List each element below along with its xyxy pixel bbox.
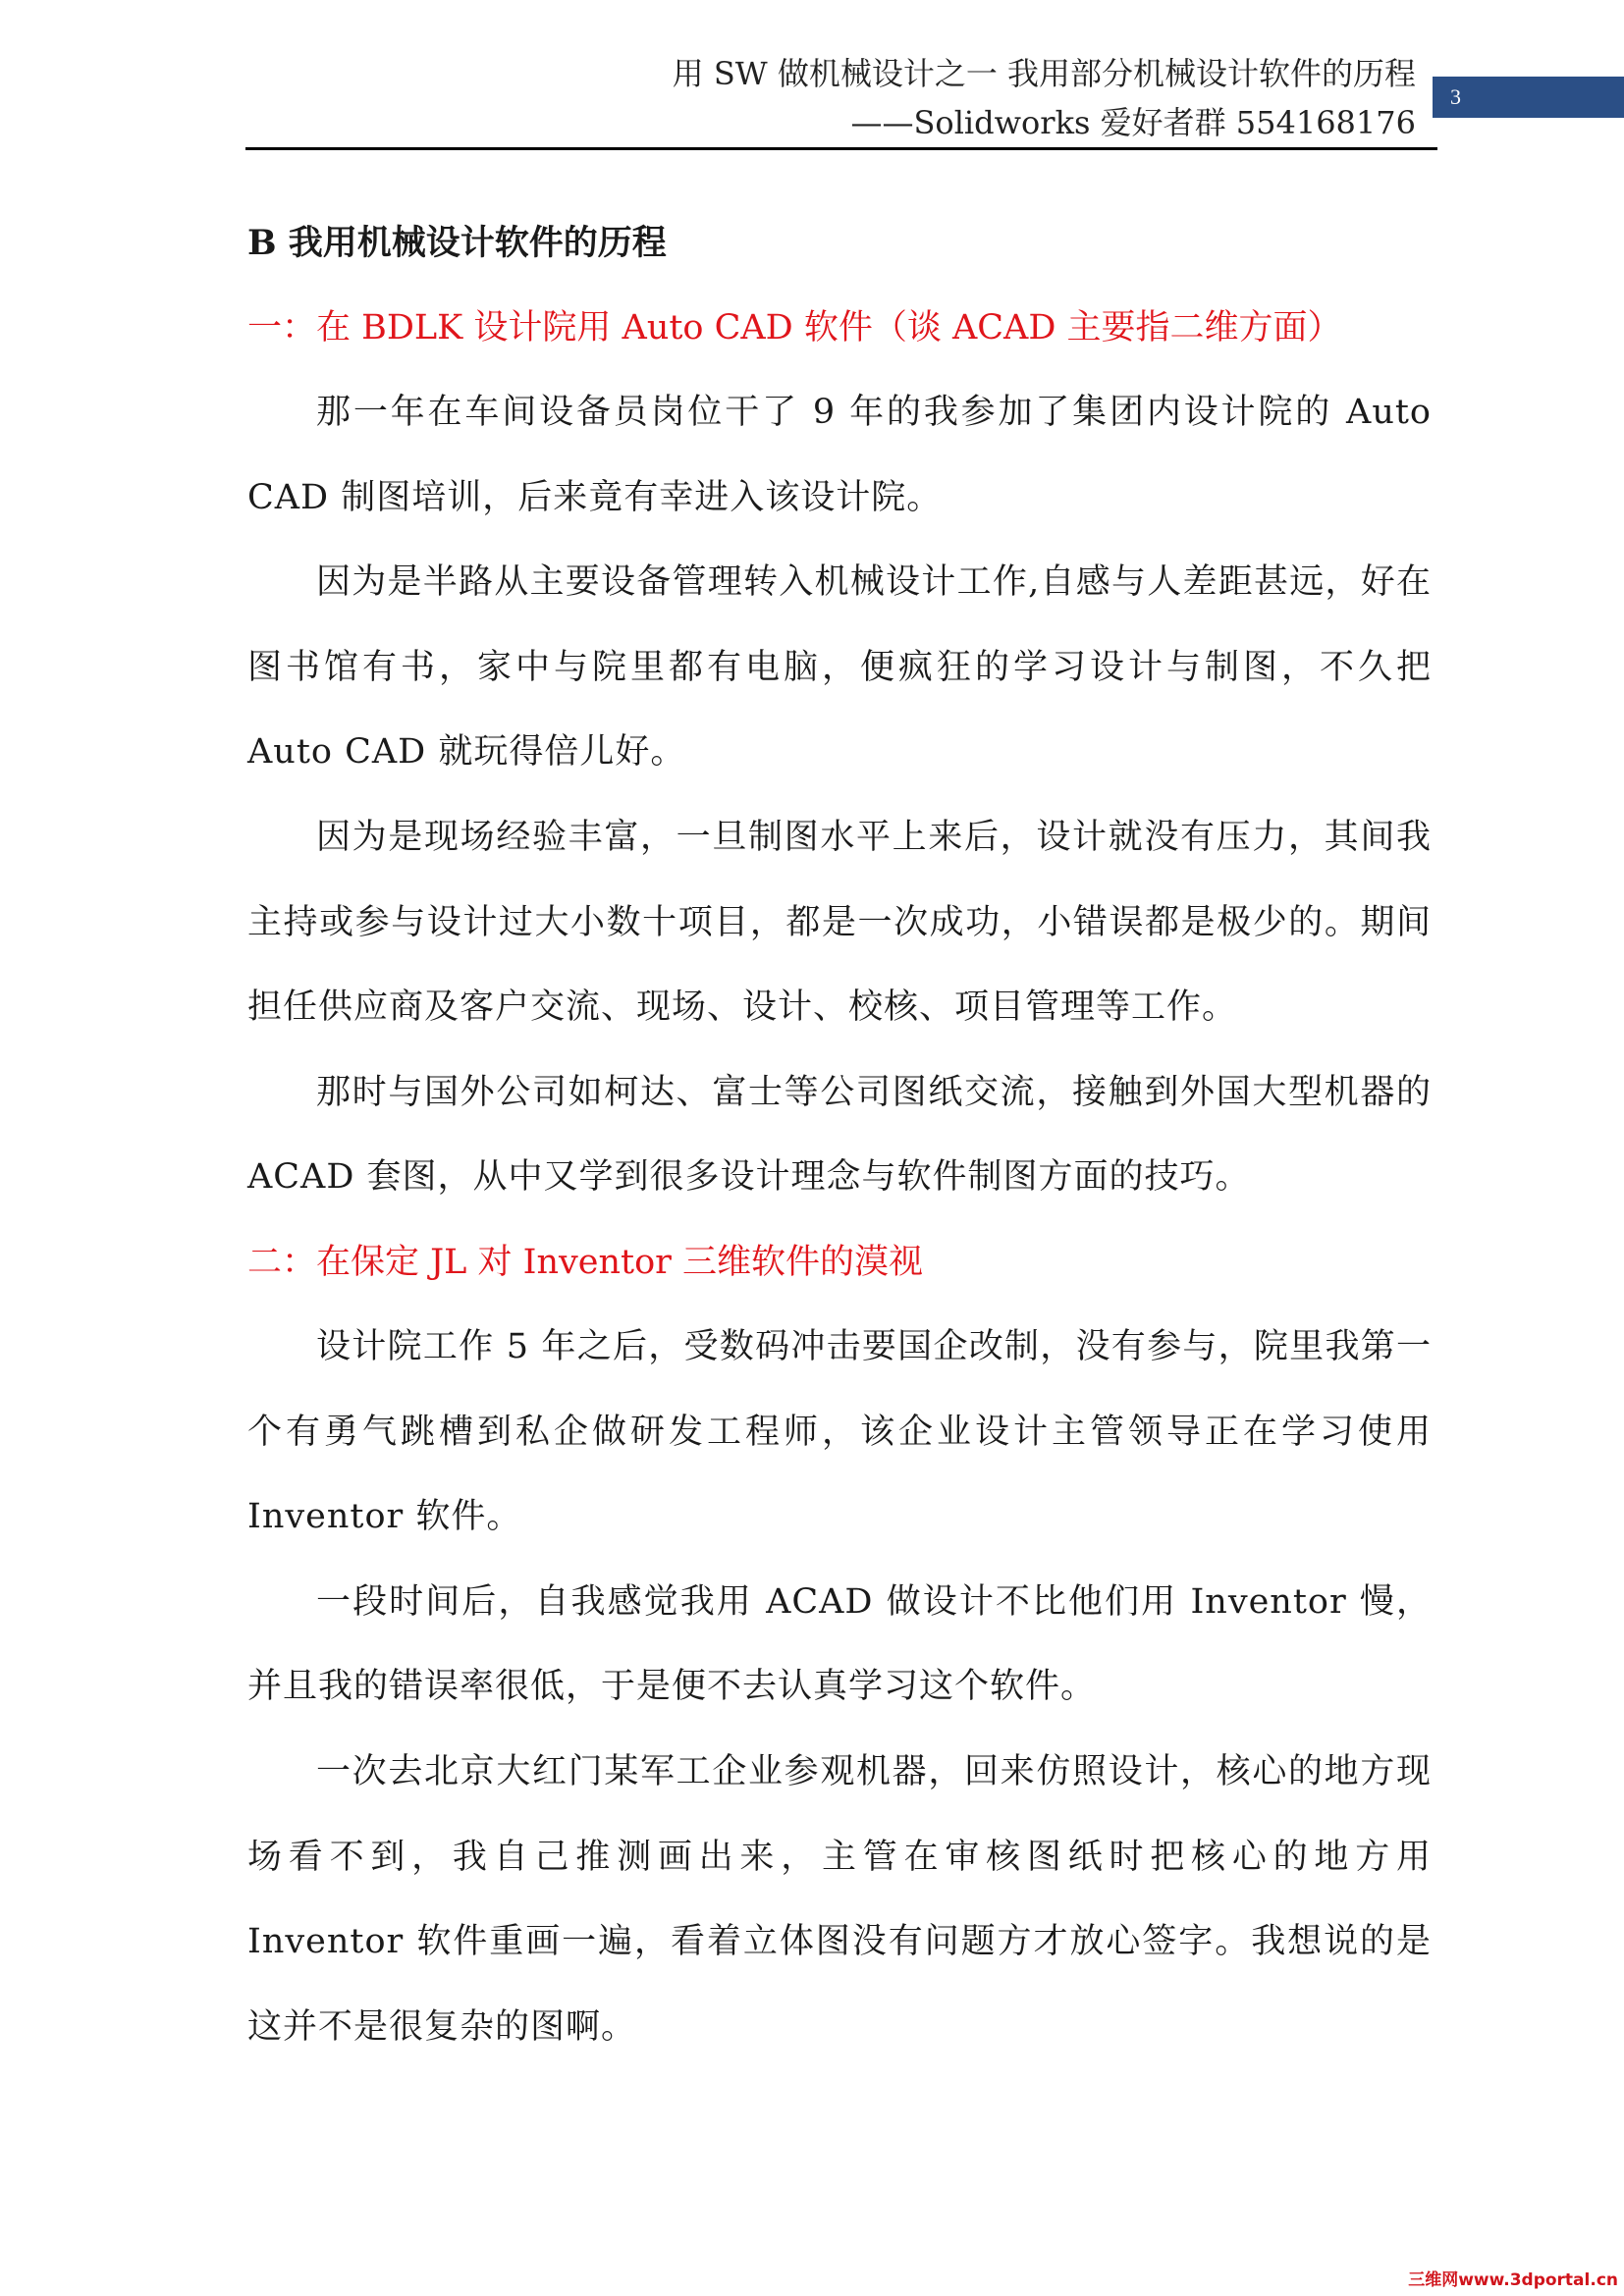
paragraph: 那一年在车间设备员岗位干了 9 年的我参加了集团内设计院的 Auto CAD 制图培训，后来竟有幸进入该设计院。 [247, 393, 1432, 517]
paragraph: 因为是现场经验丰富，一旦制图水平上来后，设计就没有压力，其间我主持或参与设计过大小数十项目，都是一次成功，小错误都是极少的。期间担任供应商及客户交流、现场、设计、校核、项目管理等工作。 [247, 817, 1432, 1028]
section-title: B 我用机械设计软件的历程 [247, 223, 667, 263]
header-subtitle: ——Solidworks 爱好者群 554168176 [850, 104, 1416, 141]
subheading-2: 二：在保定 JL 对 Inventor 三维软件的漠视 [247, 1242, 924, 1282]
page-number: 3 [1433, 77, 1624, 118]
site-watermark: 三维网www.3dportal.cn [1408, 2270, 1618, 2290]
subheading-1: 一：在 BDLK 设计院用 Auto CAD 软件（谈 ACAD 主要指二维方面） [247, 308, 1342, 347]
page-content [247, 201, 1432, 2069]
paragraph: 一段时间后，自我感觉我用 ACAD 做设计不比他们用 Inventor 慢，并且我的错误率很低，于是便不去认真学习这个软件。 [247, 1581, 1432, 1707]
header-divider [245, 147, 1437, 150]
paragraph: 那时与国外公司如柯达、富士等公司图纸交流，接触到外国大型机器的 ACAD 套图，从中又学到很多设计理念与软件制图方面的技巧。 [247, 1072, 1432, 1198]
paragraph: 因为是半路从主要设备管理转入机械设计工作,自感与人差距甚远，好在图书馆有书，家中与院里都有电脑，便疯狂的学习设计与制图，不久把 Auto CAD 就玩得倍儿好。 [247, 562, 1432, 773]
header-title: 用 SW 做机械设计之一 我用部分机械设计软件的历程 [672, 55, 1416, 92]
paragraph: 一次去北京大红门某军工企业参观机器，回来仿照设计，核心的地方现场看不到，我自己推测画出来，主管在审核图纸时把核心的地方用 Inventor 软件重画一遍，看着立体图没有问题方才放心签字。我想说的是这并不是很复杂的图啊。 [247, 1751, 1432, 2047]
paragraph: 设计院工作 5 年之后，受数码冲击要国企改制，没有参与，院里我第一个有勇气跳槽到私企做研发工程师，该企业设计主管领导正在学习使用 Inventor 软件。 [247, 1326, 1432, 1537]
page-header [245, 49, 1416, 147]
